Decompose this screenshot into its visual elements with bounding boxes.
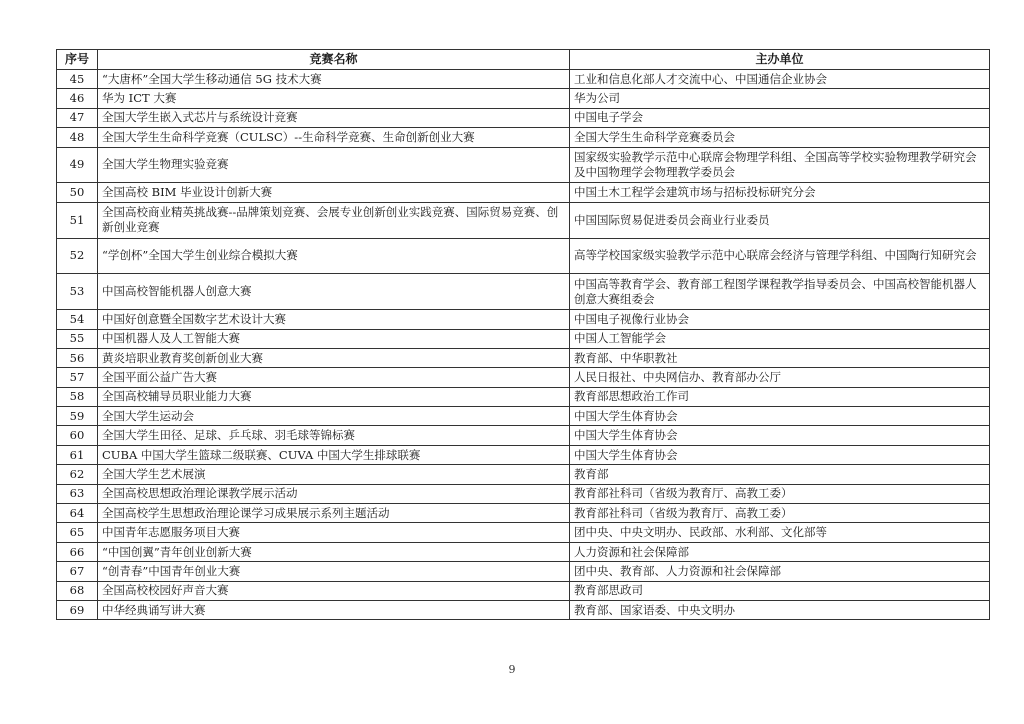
table-body bbox=[57, 70, 990, 620]
cell-organizer: 团中央、中央文明办、民政部、水利部、文化部等 bbox=[570, 523, 990, 542]
cell-competition-name: 全国高校学生思想政治理论课学习成果展示系列主题活动 bbox=[98, 504, 570, 523]
cell-competition-name: 全国平面公益广告大赛 bbox=[98, 368, 570, 387]
cell-competition-name: “学创杯”全国大学生创业综合模拟大赛 bbox=[98, 238, 570, 274]
cell-serial-number: 55 bbox=[57, 329, 98, 348]
cell-serial-number: 60 bbox=[57, 426, 98, 445]
cell-competition-name: 全国高校校园好声音大赛 bbox=[98, 581, 570, 600]
table-row bbox=[57, 523, 990, 542]
table-row bbox=[57, 542, 990, 561]
cell-serial-number: 45 bbox=[57, 70, 98, 89]
table-row bbox=[57, 108, 990, 127]
cell-serial-number: 50 bbox=[57, 183, 98, 202]
table-row bbox=[57, 183, 990, 202]
cell-competition-name: 全国高校 BIM 毕业设计创新大赛 bbox=[98, 183, 570, 202]
table-row bbox=[57, 445, 990, 464]
cell-organizer: 中国高等教育学会、教育部工程图学课程教学指导委员会、中国高校智能机器人创意大赛组委会 bbox=[570, 274, 990, 310]
table-row bbox=[57, 465, 990, 484]
cell-serial-number: 49 bbox=[57, 147, 98, 183]
table-row bbox=[57, 368, 990, 387]
cell-serial-number: 67 bbox=[57, 562, 98, 581]
cell-serial-number: 57 bbox=[57, 368, 98, 387]
cell-organizer: 中国国际贸易促进委员会商业行业委员 bbox=[570, 202, 990, 238]
cell-competition-name: 全国高校思想政治理论课教学展示活动 bbox=[98, 484, 570, 503]
page-number: 9 bbox=[508, 663, 516, 676]
cell-organizer: 教育部社科司（省级为教育厅、高教工委） bbox=[570, 484, 990, 503]
cell-organizer: 中国土木工程学会建筑市场与招标投标研究分会 bbox=[570, 183, 990, 202]
cell-serial-number: 66 bbox=[57, 542, 98, 561]
table-row bbox=[57, 504, 990, 523]
cell-organizer: 教育部思政司 bbox=[570, 581, 990, 600]
table-row bbox=[57, 310, 990, 329]
cell-serial-number: 68 bbox=[57, 581, 98, 600]
cell-organizer: 教育部社科司（省级为教育厅、高教工委） bbox=[570, 504, 990, 523]
cell-competition-name: 全国大学生艺术展演 bbox=[98, 465, 570, 484]
cell-serial-number: 58 bbox=[57, 387, 98, 406]
cell-organizer: 中国大学生体育协会 bbox=[570, 407, 990, 426]
cell-organizer: 团中央、教育部、人力资源和社会保障部 bbox=[570, 562, 990, 581]
table-row bbox=[57, 329, 990, 348]
cell-organizer: 国家级实验教学示范中心联席会物理学科组、全国高等学校实验物理教学研究会及中国物理学会物理教学委员会 bbox=[570, 147, 990, 183]
cell-competition-name: 全国大学生田径、足球、乒乓球、羽毛球等锦标赛 bbox=[98, 426, 570, 445]
cell-competition-name: 中国高校智能机器人创意大赛 bbox=[98, 274, 570, 310]
cell-serial-number: 54 bbox=[57, 310, 98, 329]
cell-organizer: 工业和信息化部人才交流中心、中国通信企业协会 bbox=[570, 70, 990, 89]
cell-competition-name: 全国大学生运动会 bbox=[98, 407, 570, 426]
cell-organizer: 教育部 bbox=[570, 465, 990, 484]
cell-organizer: 中国大学生体育协会 bbox=[570, 426, 990, 445]
table-row bbox=[57, 89, 990, 108]
table-row bbox=[57, 581, 990, 600]
cell-organizer: 高等学校国家级实验教学示范中心联席会经济与管理学科组、中国陶行知研究会 bbox=[570, 238, 990, 274]
cell-organizer: 中国大学生体育协会 bbox=[570, 445, 990, 464]
cell-serial-number: 53 bbox=[57, 274, 98, 310]
cell-organizer: 华为公司 bbox=[570, 89, 990, 108]
competition-table bbox=[56, 49, 990, 620]
cell-organizer: 全国大学生生命科学竞赛委员会 bbox=[570, 128, 990, 147]
cell-serial-number: 52 bbox=[57, 238, 98, 274]
cell-serial-number: 56 bbox=[57, 348, 98, 367]
cell-serial-number: 61 bbox=[57, 445, 98, 464]
cell-serial-number: 59 bbox=[57, 407, 98, 426]
cell-competition-name: CUBA 中国大学生篮球二级联赛、CUVA 中国大学生排球联赛 bbox=[98, 445, 570, 464]
header-competition-name: 竞赛名称 bbox=[98, 50, 570, 70]
table-row bbox=[57, 147, 990, 183]
table-row bbox=[57, 70, 990, 89]
cell-competition-name: 黄炎培职业教育奖创新创业大赛 bbox=[98, 348, 570, 367]
cell-serial-number: 47 bbox=[57, 108, 98, 127]
cell-organizer: 人力资源和社会保障部 bbox=[570, 542, 990, 561]
table-row bbox=[57, 484, 990, 503]
cell-organizer: 人民日报社、中央网信办、教育部办公厅 bbox=[570, 368, 990, 387]
cell-competition-name: “大唐杯”全国大学生移动通信 5G 技术大赛 bbox=[98, 70, 570, 89]
cell-organizer: 中国电子学会 bbox=[570, 108, 990, 127]
cell-serial-number: 46 bbox=[57, 89, 98, 108]
table-row bbox=[57, 238, 990, 274]
header-organizer: 主办单位 bbox=[570, 50, 990, 70]
cell-serial-number: 64 bbox=[57, 504, 98, 523]
cell-organizer: 中国人工智能学会 bbox=[570, 329, 990, 348]
header-serial-number: 序号 bbox=[57, 50, 98, 70]
cell-serial-number: 62 bbox=[57, 465, 98, 484]
cell-serial-number: 69 bbox=[57, 601, 98, 620]
cell-organizer: 教育部、国家语委、中央文明办 bbox=[570, 601, 990, 620]
cell-competition-name: 中国机器人及人工智能大赛 bbox=[98, 329, 570, 348]
cell-serial-number: 65 bbox=[57, 523, 98, 542]
cell-organizer: 教育部、中华职教社 bbox=[570, 348, 990, 367]
cell-serial-number: 48 bbox=[57, 128, 98, 147]
table-row bbox=[57, 562, 990, 581]
cell-competition-name: 全国大学生物理实验竞赛 bbox=[98, 147, 570, 183]
table-row bbox=[57, 128, 990, 147]
table-header-row bbox=[57, 50, 990, 70]
cell-competition-name: 全国大学生生命科学竞赛（CULSC）--生命科学竞赛、生命创新创业大赛 bbox=[98, 128, 570, 147]
cell-competition-name: “中国创翼”青年创业创新大赛 bbox=[98, 542, 570, 561]
table-row bbox=[57, 601, 990, 620]
table-row bbox=[57, 407, 990, 426]
cell-competition-name: 全国高校商业精英挑战赛--品牌策划竞赛、会展专业创新创业实践竞赛、国际贸易竞赛、创新创业竞赛 bbox=[98, 202, 570, 238]
cell-competition-name: 华为 ICT 大赛 bbox=[98, 89, 570, 108]
table-row bbox=[57, 348, 990, 367]
cell-competition-name: 中华经典诵写讲大赛 bbox=[98, 601, 570, 620]
cell-organizer: 中国电子视像行业协会 bbox=[570, 310, 990, 329]
cell-competition-name: 全国大学生嵌入式芯片与系统设计竞赛 bbox=[98, 108, 570, 127]
cell-competition-name: 中国青年志愿服务项目大赛 bbox=[98, 523, 570, 542]
cell-competition-name: “创青春”中国青年创业大赛 bbox=[98, 562, 570, 581]
cell-competition-name: 中国好创意暨全国数字艺术设计大赛 bbox=[98, 310, 570, 329]
table-row bbox=[57, 426, 990, 445]
cell-competition-name: 全国高校辅导员职业能力大赛 bbox=[98, 387, 570, 406]
cell-serial-number: 51 bbox=[57, 202, 98, 238]
table-row bbox=[57, 274, 990, 310]
table-row bbox=[57, 202, 990, 238]
cell-organizer: 教育部思想政治工作司 bbox=[570, 387, 990, 406]
table-row bbox=[57, 387, 990, 406]
cell-serial-number: 63 bbox=[57, 484, 98, 503]
